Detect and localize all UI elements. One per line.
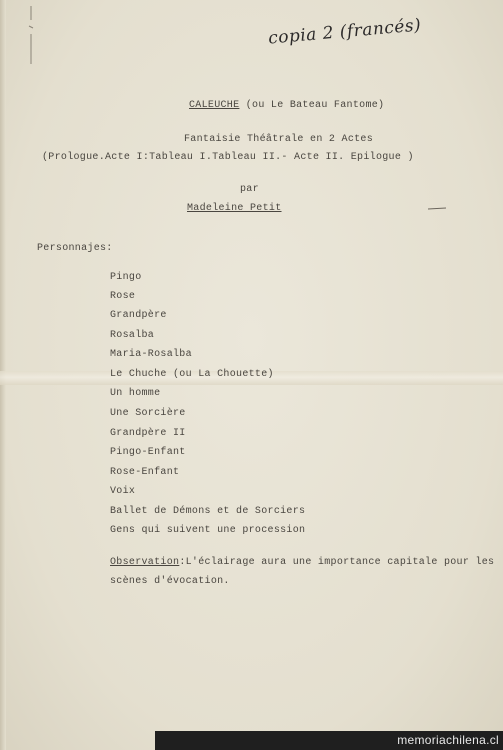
character-item: Maria-Rosalba xyxy=(110,349,192,360)
character-item: Rose-Enfant xyxy=(110,467,180,478)
play-title-rest: (ou Le Bateau Fantome) xyxy=(239,100,385,111)
handwritten-dash xyxy=(428,208,446,210)
character-item: Grandpère xyxy=(110,310,167,321)
character-item: Rose xyxy=(110,291,136,302)
character-item: Un homme xyxy=(110,388,161,399)
character-item: Pingo xyxy=(110,272,142,283)
author-name: Madeleine Petit xyxy=(187,203,282,214)
observation-line xyxy=(110,557,494,568)
play-subtitle: Fantaisie Théâtrale en 2 Actes xyxy=(184,134,374,145)
acts-structure: (Prologue.Acte I:Tableau I.Tableau II.- Acte II. Epilogue ) xyxy=(42,152,414,163)
character-item: Pingo-Enfant xyxy=(110,447,186,458)
observation-continuation: scènes d'évocation. xyxy=(110,576,230,587)
handwritten-note: copia 2 (francés) xyxy=(267,15,423,49)
character-item: Rosalba xyxy=(110,330,155,341)
observation-label: Observation xyxy=(110,557,180,568)
watermark: memoriachilena.cl xyxy=(397,733,499,747)
play-title xyxy=(189,100,384,111)
play-title-main: CALEUCHE xyxy=(189,100,240,111)
character-item: Voix xyxy=(110,486,136,497)
observation-text: :L'éclairage aura une importance capitale pour les xyxy=(179,557,495,568)
character-item: Grandpère II xyxy=(110,428,186,439)
character-item: Une Sorcière xyxy=(110,408,186,419)
by-label: par xyxy=(240,184,259,195)
corner-pencil-mark xyxy=(26,4,36,66)
character-item: Ballet de Démons et de Sorciers xyxy=(110,506,306,517)
characters-heading: Personnajes: xyxy=(37,243,113,254)
character-item: Le Chuche (ou La Chouette) xyxy=(110,369,274,380)
character-item: Gens qui suivent une procession xyxy=(110,525,306,536)
